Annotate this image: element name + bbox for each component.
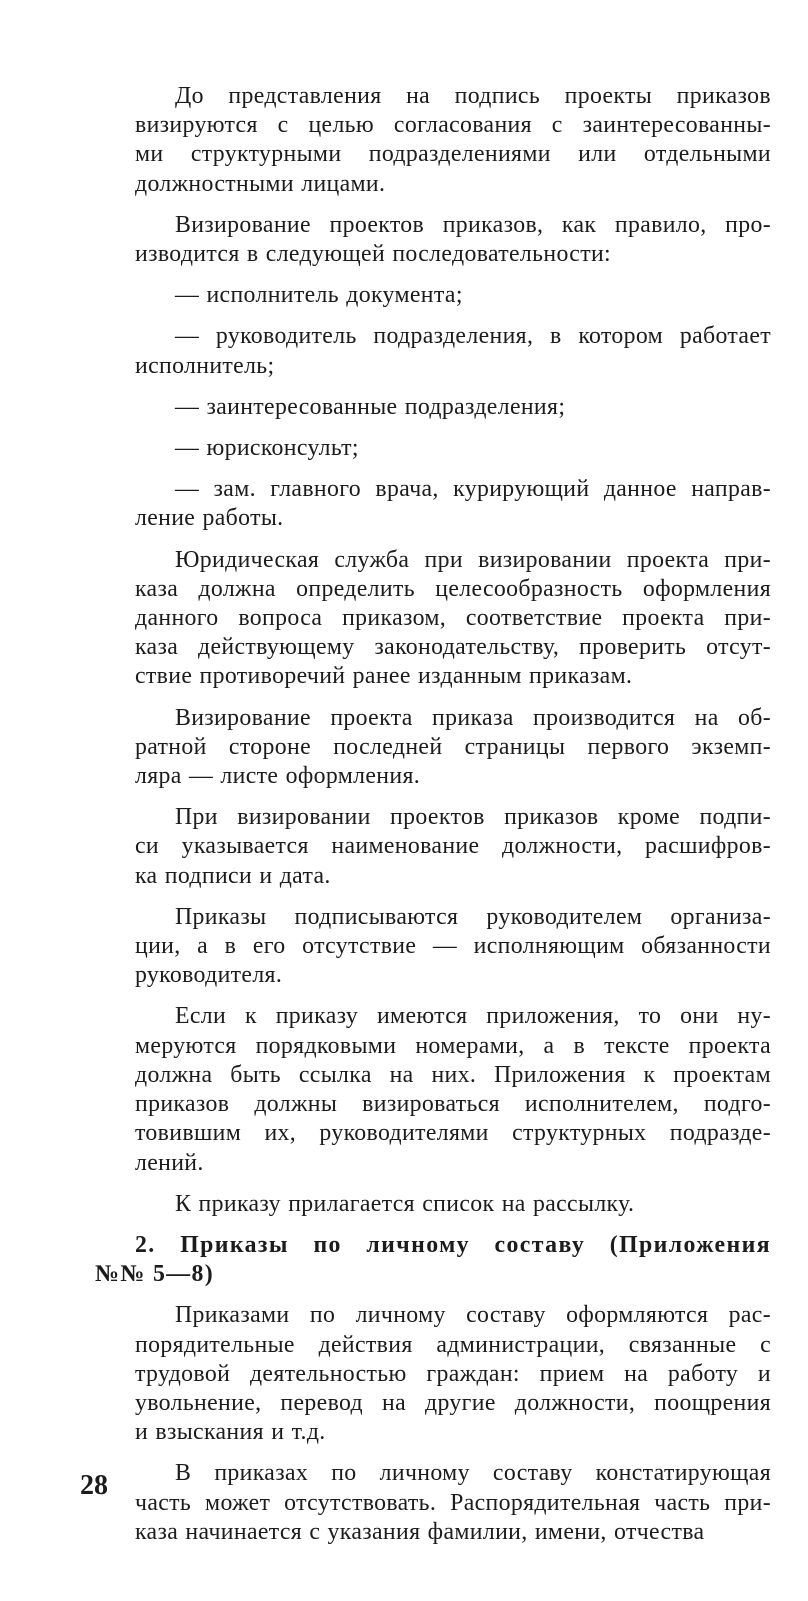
text-line: часть может отсутствовать. Распорядительная часть при- bbox=[135, 1489, 771, 1516]
text-line: — заинтересованные подразделения; bbox=[175, 393, 566, 420]
text-line: В приказах по личному составу констатирующая bbox=[175, 1460, 771, 1487]
text-line: Визирование проектов приказов, как правило, про- bbox=[175, 211, 771, 238]
text-line: товившим их, руководителями структурных подразде- bbox=[135, 1120, 771, 1147]
text-line: ми структурными подразделениями или отдельными bbox=[135, 141, 771, 168]
text-line: си указывается наименование должности, расшифров- bbox=[135, 833, 771, 860]
paragraph bbox=[95, 1190, 771, 1219]
paragraph bbox=[95, 475, 771, 533]
text-line: должна быть ссылка на них. Приложения к проектам bbox=[135, 1061, 771, 1088]
text-line: увольнение, перевод на другие должности, поощрения bbox=[135, 1389, 771, 1416]
paragraph bbox=[95, 434, 771, 463]
text-line: каза начинается с указания фамилии, имени, отчества bbox=[135, 1518, 705, 1545]
document-page bbox=[95, 82, 771, 1559]
heading-line: №№ 5—8) bbox=[95, 1261, 215, 1288]
text-line: ратной стороне последней страницы первого экземп- bbox=[135, 733, 771, 760]
paragraph bbox=[95, 903, 771, 991]
text-line: каза действующему законодательству, проверить отсут- bbox=[135, 634, 771, 661]
text-line: К приказу прилагается список на рассылку. bbox=[175, 1190, 635, 1217]
text-line: каза должна определить целесообразность оформления bbox=[135, 575, 771, 602]
text-line: данного вопроса приказом, соответствие проекта при- bbox=[135, 605, 771, 632]
paragraph bbox=[95, 1459, 771, 1547]
text-line: должностными лицами. bbox=[135, 170, 386, 197]
text-line: Приказы подписываются руководителем организа- bbox=[175, 903, 771, 930]
text-line: ствие противоречий ранее изданным приказам. bbox=[135, 663, 633, 690]
paragraph bbox=[95, 322, 771, 380]
text-line: и взыскания и т.д. bbox=[135, 1419, 326, 1446]
paragraph bbox=[95, 1002, 771, 1177]
text-line: До представления на подпись проекты приказов bbox=[175, 83, 771, 109]
paragraph bbox=[95, 211, 771, 269]
paragraph bbox=[95, 803, 771, 891]
body-text-after-heading bbox=[95, 1301, 771, 1547]
text-line: изводится в следующей последовательности: bbox=[135, 241, 611, 268]
text-line: руководителя. bbox=[135, 962, 283, 989]
text-line: Визирование проекта приказа производится на об- bbox=[175, 704, 771, 731]
paragraph bbox=[95, 1301, 771, 1447]
paragraph bbox=[95, 82, 771, 199]
text-line: приказов должны визироваться исполнителем, подго- bbox=[135, 1091, 771, 1118]
body-text-before-heading bbox=[95, 82, 771, 1219]
text-line: исполнитель; bbox=[135, 352, 275, 379]
paragraph bbox=[95, 393, 771, 422]
text-line: ка подписи и дата. bbox=[135, 862, 331, 889]
text-line: ляра — листе оформления. bbox=[135, 763, 421, 790]
heading-line: 2. Приказы по личному составу (Приложения bbox=[135, 1231, 771, 1258]
text-line: — зам. главного врача, курирующий данное направ- bbox=[175, 476, 771, 503]
page-number: 28 bbox=[80, 1470, 108, 1501]
text-line: — руководитель подразделения, в котором работает bbox=[175, 323, 771, 350]
text-line: трудовой деятельностью граждан: прием на работу и bbox=[135, 1360, 771, 1387]
text-line: порядительные действия администрации, связанные с bbox=[135, 1331, 771, 1358]
text-line: — юрисконсульт; bbox=[175, 435, 359, 462]
text-line: При визировании проектов приказов кроме подпи- bbox=[175, 804, 771, 831]
text-line: визируются с целью согласования с заинтересованны- bbox=[135, 112, 771, 139]
section-heading bbox=[95, 1231, 771, 1289]
text-line: меруются порядковыми номерами, а в тексте проекта bbox=[135, 1032, 771, 1059]
text-line: лений. bbox=[135, 1149, 204, 1176]
text-line: Приказами по личному составу оформляются рас- bbox=[175, 1302, 771, 1329]
text-line: Если к приказу имеются приложения, то они ну- bbox=[175, 1003, 771, 1030]
paragraph bbox=[95, 546, 771, 692]
text-line: Юридическая служба при визировании проекта при- bbox=[175, 546, 771, 573]
paragraph bbox=[95, 704, 771, 792]
paragraph bbox=[95, 281, 771, 310]
text-line: ции, а в его отсутствие — исполняющим обязанности bbox=[135, 933, 771, 960]
text-line: ление работы. bbox=[135, 505, 284, 532]
text-line: — исполнитель документа; bbox=[175, 282, 463, 309]
